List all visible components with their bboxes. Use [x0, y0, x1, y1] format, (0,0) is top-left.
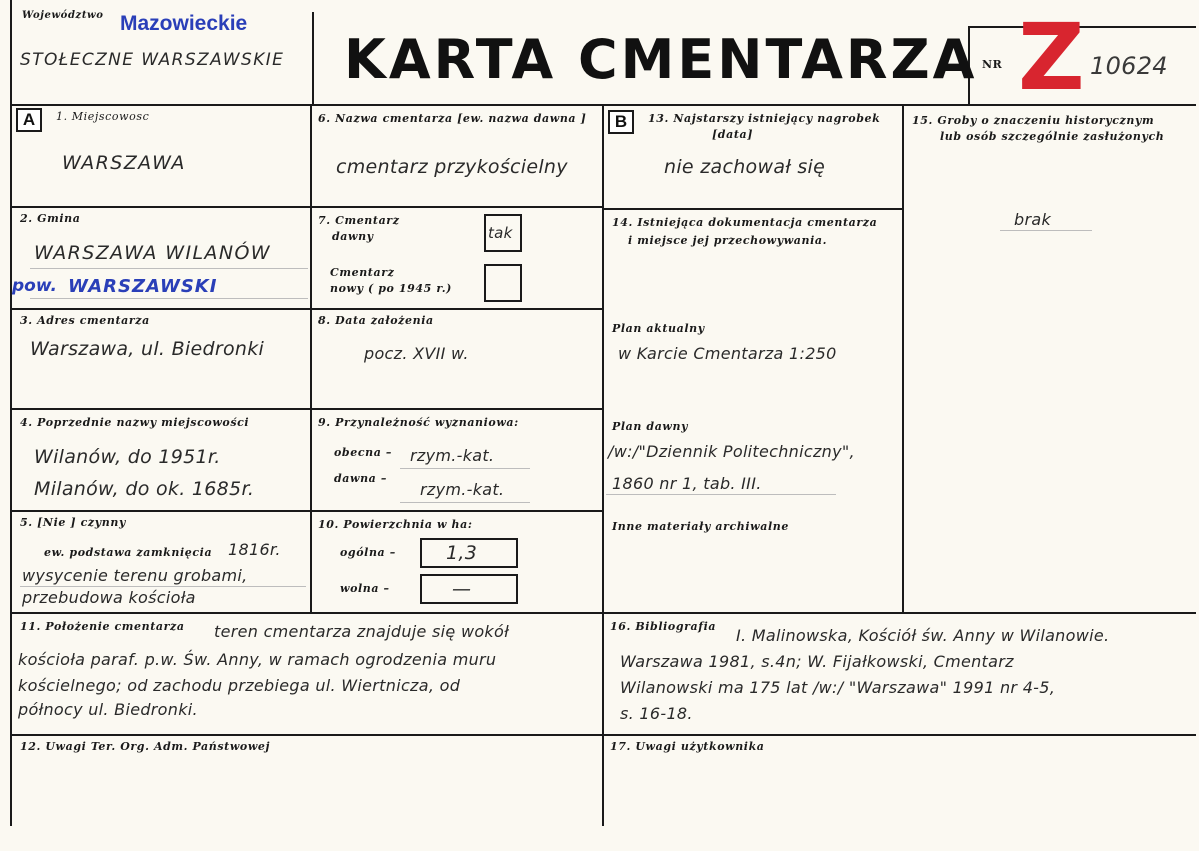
row-line-6: [10, 734, 1196, 736]
row-line-2: [10, 308, 602, 310]
field-17-label: 17. Uwagi użytkownika: [610, 740, 765, 753]
field-12-label: 12. Uwagi Ter. Org. Adm. Państwowej: [20, 740, 271, 753]
field-2-pow-value: WARSZAWSKI: [68, 276, 218, 297]
other-materials-label: Inne materiały archiwalne: [612, 520, 789, 533]
field-6-label: 6. Nazwa cmentarza [ew. nazwa dawna ]: [318, 112, 587, 125]
field-5-year: 1816r.: [228, 540, 281, 559]
field-2-value: WARSZAWA WILANÓW: [34, 242, 271, 264]
col-divider-2: [602, 104, 604, 826]
field-5-underline-1: [20, 586, 306, 587]
left-border: [10, 0, 12, 826]
field-10-free-label: wolna –: [340, 582, 390, 595]
field-7-old-label-2: dawny: [332, 230, 374, 243]
field-4-value-line-1: Wilanów, do 1951r.: [34, 446, 221, 468]
field-11-value-line-2: kościoła paraf. p.w. Św. Anny, w ramach ogrodzenia muru: [18, 650, 497, 669]
field-3-label: 3. Adres cmentarza: [20, 314, 150, 327]
field-8-label: 8. Data założenia: [318, 314, 434, 327]
field-5-label: 5. [Nie ] czynny: [20, 516, 126, 529]
plan-old-value-line-1: /w:/"Dziennik Politechniczny",: [608, 442, 855, 461]
field-13-label-line-2: [data]: [712, 128, 754, 141]
field-15-label-line-2: lub osób szczególnie zasłużonych: [940, 130, 1165, 143]
field-10-free-value: —: [452, 578, 472, 600]
field-14-label-line-1: 14. Istniejąca dokumentacja cmentarza: [612, 216, 878, 229]
field-7-new-label-2: nowy ( po 1945 r.): [330, 282, 452, 295]
field-15-label-line-1: 15. Groby o znaczeniu historycznym: [912, 114, 1155, 127]
field-1-label: 1. Miejscowosc: [56, 110, 150, 123]
field-16-value-line-1: I. Malinowska, Kościół św. Anny w Wilanowie.: [736, 626, 1110, 645]
field-14-label-line-2: i miejsce jej przechowywania.: [628, 234, 828, 247]
section-b-letter: B: [608, 110, 634, 134]
field-2-pow-label: pow.: [12, 276, 57, 296]
voivodeship-value: Mazowieckie: [120, 12, 248, 35]
row-line-1: [10, 206, 602, 208]
col-divider-3: [902, 104, 904, 612]
field-9-former-value: rzym.-kat.: [420, 480, 505, 499]
field-5-value-line-2: przebudowa kościoła: [22, 588, 196, 607]
voivodeship-label: Województwo: [22, 10, 104, 21]
field-2-underline: [30, 268, 308, 269]
field-11-value-line-3: kościelnego; od zachodu przebiega ul. Wiertnicza, od: [18, 676, 461, 695]
field-1-value: WARSZAWA: [62, 152, 186, 174]
field-9-former-underline: [400, 502, 530, 503]
field-9-current-value: rzym.-kat.: [410, 446, 495, 465]
field-16-value-line-2: Warszawa 1981, s.4n; W. Fijałkowski, Cmentarz: [620, 652, 1014, 671]
plan-current-value: w Karcie Cmentarza 1:250: [618, 344, 837, 363]
field-9-current-label: obecna –: [334, 446, 392, 459]
row-line-b1: [602, 208, 902, 210]
plan-current-label: Plan aktualny: [612, 322, 705, 335]
field-11-value-line-1: teren cmentarza znajduje się wokół: [214, 622, 509, 641]
col-divider-1: [310, 104, 312, 612]
field-16-label: 16. Bibliografia: [610, 620, 717, 633]
field-15-value: brak: [1014, 210, 1052, 229]
section-a-letter: A: [16, 108, 42, 132]
header-divider: [312, 12, 314, 104]
field-7-new-checkbox[interactable]: [484, 264, 522, 302]
field-16-value-line-3: Wilanowski ma 175 lat /w:/ "Warszawa" 1991 nr 4-5,: [620, 678, 1056, 697]
field-4-value-line-2: Milanów, do ok. 1685r.: [34, 478, 255, 500]
field-13-value: nie zachował się: [664, 156, 826, 178]
field-7-new-label-1: Cmentarz: [330, 266, 395, 279]
field-5-value-line-1: wysycenie terenu grobami,: [22, 566, 248, 585]
field-5-sub-label: ew. podstawa zamknięcia: [44, 546, 213, 559]
field-7-old-label-1: 7. Cmentarz: [318, 214, 400, 227]
field-15-underline: [1000, 230, 1092, 231]
row-line-4: [10, 510, 602, 512]
field-9-label: 9. Przynależność wyznaniowa:: [318, 416, 519, 429]
nr-letter: Z: [1018, 4, 1085, 111]
field-10-total-value: 1,3: [446, 542, 478, 564]
field-7-old-value: tak: [488, 224, 513, 242]
voivodeship-old-value: STOŁECZNE WARSZAWSKIE: [20, 50, 285, 70]
field-6-value: cmentarz przykościelny: [336, 156, 568, 178]
field-8-value: pocz. XVII w.: [364, 344, 469, 363]
row-line-3: [10, 408, 602, 410]
field-11-value-line-4: północy ul. Biedronki.: [18, 700, 198, 719]
field-3-value: Warszawa, ul. Biedronki: [30, 338, 265, 360]
nr-number: 10624: [1090, 52, 1168, 80]
plan-old-underline: [606, 494, 836, 495]
field-13-label-line-1: 13. Najstarszy istniejący nagrobek: [648, 112, 881, 125]
row-line-5: [10, 612, 1196, 614]
nr-label: NR: [982, 58, 1003, 71]
field-2-pow-underline: [30, 298, 308, 299]
plan-old-value-line-2: 1860 nr 1, tab. III.: [612, 474, 762, 493]
field-16-value-line-4: s. 16-18.: [620, 704, 693, 723]
field-9-former-label: dawna –: [334, 472, 387, 485]
field-10-label: 10. Powierzchnia w ha:: [318, 518, 473, 531]
page-title: KARTA CMENTARZA: [344, 28, 978, 91]
field-10-total-label: ogólna –: [340, 546, 396, 559]
field-4-label: 4. Poprzednie nazwy miejscowości: [20, 416, 250, 429]
field-2-label: 2. Gmina: [20, 212, 81, 225]
field-9-current-underline: [400, 468, 530, 469]
plan-old-label: Plan dawny: [612, 420, 689, 433]
field-11-label: 11. Położenie cmentarza: [20, 620, 185, 633]
